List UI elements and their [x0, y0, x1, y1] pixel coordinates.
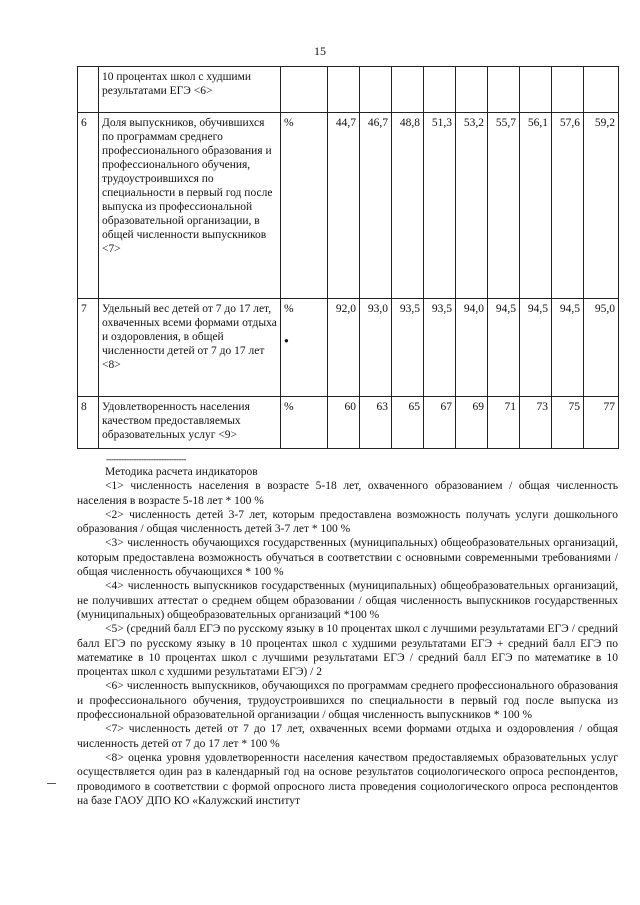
row-number: 8 — [78, 397, 99, 449]
value-cell: 92,0 — [328, 299, 360, 397]
notes-heading: Методика расчета индикаторов — [105, 466, 258, 478]
footnote-separator: -------------------------------- — [106, 454, 186, 464]
value-cell: 59,2 — [584, 113, 619, 299]
value-cell: 71 — [488, 397, 520, 449]
note-item: <4> численность выпускников государственных (муниципальных) общеобразовательных организаций, не получивших аттестат о среднем общем образовании / общая численность выпускников государственных (муниципальных) общеобразовательных организаций *100 % — [77, 580, 618, 621]
value-cell: 56,1 — [520, 113, 552, 299]
note-item: <8> оценка уровня удовлетворенности населения качеством предоставляемых образовательных услуг осуществляется один раз в календарный год на основе результатов социологического опроса респондентов, проводимого в соответствии с формой опросного листа проведения социологического опроса респондентов на базе ГАОУ ДПО КО «Калужский институт — [77, 751, 618, 807]
indicator-name: Удельный вес детей от 7 до 17 лет, охваченных всеми формами отдыха и оздоровления, в общей численности детей от 7 до 17 лет <8> — [99, 299, 281, 397]
value-cell: 48,8 — [392, 113, 424, 299]
value-cell: 94,0 — [456, 299, 488, 397]
value-cell: 63 — [360, 397, 392, 449]
value-cell: 75 — [552, 397, 584, 449]
value-cell: 60 — [328, 397, 360, 449]
value-cell — [488, 67, 520, 113]
value-cell: 65 — [392, 397, 424, 449]
value-cell — [584, 67, 619, 113]
value-cell — [456, 67, 488, 113]
value-cell: 55,7 — [488, 113, 520, 299]
unit-cell — [281, 67, 328, 113]
value-cell: 95,0 — [584, 299, 619, 397]
row-number — [78, 67, 99, 113]
value-cell — [392, 67, 424, 113]
value-cell: 77 — [584, 397, 619, 449]
row-number: 6 — [78, 113, 99, 299]
value-cell: 51,3 — [424, 113, 456, 299]
note-item: <6> численность выпускников, обучающихся по программам среднего профессионального образования и профессионального обучения, трудоустроившихся по специальности в первый год после выпуска из профессиональной образовательной организации / общая численность выпускников * 100 % — [77, 680, 618, 722]
value-cell: 94,5 — [552, 299, 584, 397]
value-cell: 73 — [520, 397, 552, 449]
value-cell: 67 — [424, 397, 456, 449]
table-row — [78, 299, 619, 397]
margin-mark — [47, 783, 56, 784]
indicator-name: Удовлетворенность населения качеством предоставляемых образовательных услуг <9> — [99, 397, 281, 449]
unit-cell: % — [281, 113, 328, 299]
value-cell — [520, 67, 552, 113]
table-row — [78, 397, 619, 449]
indicator-name: 10 процентах школ с худшими результатами ЕГЭ <6> — [99, 67, 281, 113]
note-item: <2> численность детей 3-7 лет, которым предоставлена возможность получать услуги дошкольного образования / общая численность детей 3-7 лет * 100 % — [77, 508, 618, 536]
indicators-table — [77, 66, 619, 449]
value-cell: 69 — [456, 397, 488, 449]
value-cell — [552, 67, 584, 113]
value-cell: 57,6 — [552, 113, 584, 299]
value-cell: 93,5 — [392, 299, 424, 397]
row-number: 7 — [78, 299, 99, 397]
unit-text: % — [284, 303, 294, 315]
indicator-name: Доля выпускников, обучившихся по программам среднего профессионального образования и профессионального обучения, трудоустроившихся по специальности в первый год после выпуска из профессиональной образовательной организации, в общей численности выпускников <7> — [99, 113, 281, 299]
table-row — [78, 113, 619, 299]
unit-cell: % — [281, 397, 328, 449]
value-cell: 46,7 — [360, 113, 392, 299]
note-item: <1> численность населения в возрасте 5-18 лет, охваченного образованием / общая численность населения в возрасте 5-18 лет * 100 % — [77, 480, 618, 507]
value-cell: 93,0 — [360, 299, 392, 397]
unit-cell — [281, 299, 328, 397]
value-cell: 94,5 — [520, 299, 552, 397]
value-cell: 44,7 — [328, 113, 360, 299]
note-item: <7> численность детей от 7 до 17 лет, охваченных всеми формами отдыха и оздоровления / общая численность детей от 7 до 17 лет * 100 % — [77, 723, 618, 750]
page-number: 15 — [314, 44, 326, 58]
value-cell: 93,5 — [424, 299, 456, 397]
dot-mark: ● — [284, 336, 289, 345]
note-item: <3> численность обучающихся государственных (муниципальных) общеобразовательных организаций, которым предоставлена возможность обучаться в соответствии с основными современными требованиями / общая численность обучающихся * 100 % — [77, 537, 618, 579]
value-cell — [424, 67, 456, 113]
value-cell: 94,5 — [488, 299, 520, 397]
methodology-notes — [77, 465, 618, 808]
value-cell — [328, 67, 360, 113]
table-row — [78, 67, 619, 113]
value-cell — [360, 67, 392, 113]
value-cell: 53,2 — [456, 113, 488, 299]
note-item: <5> (средний балл ЕГЭ по русскому языку в 10 процентах школ с лучшими результатами ЕГЭ / средний балл ЕГЭ по русскому языку в 10 процентах школ с худшими результатами ЕГЭ + средний балл ЕГЭ по математике в 10 процентах школ с лучшими результатами ЕГЭ / средний балл ЕГЭ по математике в 10 процентах школ с худшими результатами ЕГЭ) / 2 — [77, 623, 618, 679]
